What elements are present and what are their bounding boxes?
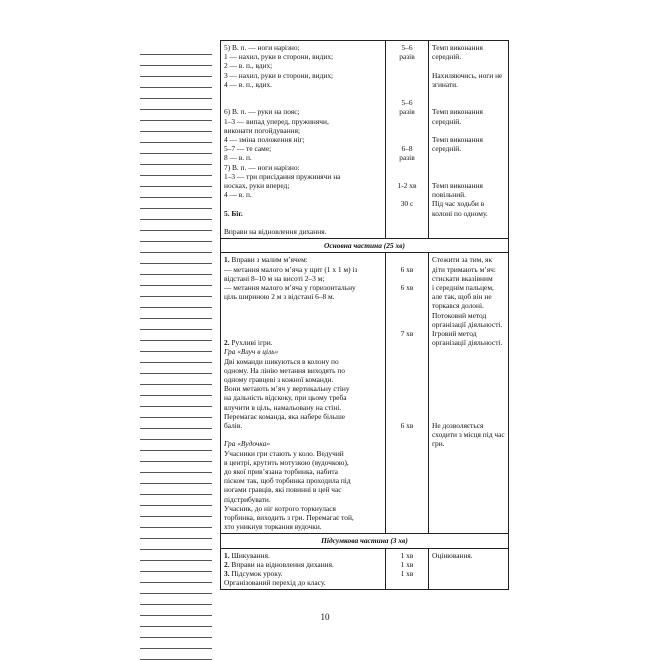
text-line: одному гравцеві з кожної команди. <box>224 375 334 385</box>
text-line: і середнім пальцем, <box>432 283 494 293</box>
text-line: середній. <box>432 144 462 154</box>
text-line: Гра «Влуч в ціль» <box>224 347 279 357</box>
text-line: середній. <box>432 52 462 62</box>
text-line: Ігровий метод <box>432 329 477 339</box>
text-line: Перемагає команда, яка набере більше <box>224 411 346 421</box>
text-line: разів <box>399 52 415 62</box>
spacer <box>389 255 425 264</box>
text-line: 7) В. п. — ноги нарізно: <box>224 162 300 172</box>
note-line <box>140 132 212 143</box>
text-line: Учасник, до ніг котрого торкнулася <box>224 503 336 513</box>
note-line <box>140 209 212 220</box>
text-line: Потоковий метод <box>432 310 487 320</box>
note-line <box>140 297 212 308</box>
text-line: 1 хв <box>400 550 414 560</box>
note-line <box>140 231 212 242</box>
spacer <box>224 320 382 338</box>
spacer <box>432 89 505 107</box>
text-line: влучити в ціль, намальовану на стіні. <box>224 402 342 412</box>
spacer <box>389 412 425 421</box>
spacer <box>432 384 505 402</box>
note-line <box>140 352 212 363</box>
page-number: 10 <box>320 612 330 622</box>
text-line: 5) В. п. — ноги нарізно; <box>224 43 300 52</box>
text-line: носках, руки вперед; <box>224 181 290 191</box>
warmup-exercises <box>221 41 386 239</box>
spacer <box>432 172 505 181</box>
note-line <box>140 88 212 99</box>
final-dosage <box>386 548 429 590</box>
note-line <box>140 55 212 66</box>
main-section-title: Основна частина (25 хв) <box>221 239 509 253</box>
spacer <box>224 218 382 227</box>
spacer <box>224 199 382 208</box>
text-line: торбинка, виходить з гри. Перемагає той, <box>224 513 354 523</box>
text-line: 2 — в. п., вдих; <box>224 61 273 71</box>
spacer <box>432 126 505 135</box>
note-line <box>140 319 212 330</box>
text-line: 1. Вправи з малим м’ячем: <box>224 255 308 265</box>
spacer <box>389 393 425 411</box>
text-line: але так, щоб він не <box>432 292 492 302</box>
text-line: Вправи на відновлення дихання. <box>224 227 327 237</box>
note-line <box>140 121 212 132</box>
note-line <box>140 539 212 550</box>
final-exercises <box>221 548 386 590</box>
text-line: Темп виконання <box>432 180 483 190</box>
note-line <box>140 286 212 297</box>
text-line: Організований перехід до класу. <box>224 578 326 588</box>
text-line: Дві команди шикуються в колону по <box>224 356 339 366</box>
text-line: ногами гравців, які повинні в цей час <box>224 485 342 495</box>
lesson-plan-table <box>220 40 509 590</box>
spacer <box>389 80 425 98</box>
warmup-row <box>221 41 509 239</box>
note-line <box>140 220 212 231</box>
text-line: в центрі, крутить мотузкою (вудочкою), <box>224 457 349 467</box>
note-line <box>140 176 212 187</box>
text-line: 2. Рухливі ігри. <box>224 338 273 348</box>
text-line: 6) В. п. — руки на пояс; <box>224 107 300 117</box>
spacer <box>224 89 382 107</box>
text-line: діти тримають м’яч: <box>432 264 496 274</box>
text-line: 3. Підсумок уроку. <box>224 569 283 579</box>
text-line: 1. Шикування. <box>224 550 270 560</box>
note-line <box>140 451 212 462</box>
spacer <box>389 274 425 283</box>
spacer <box>432 403 505 421</box>
note-line <box>140 363 212 374</box>
note-line <box>140 407 212 418</box>
note-line <box>140 198 212 209</box>
note-line <box>140 264 212 275</box>
text-line: 1 — нахил, руки в сторони, видих; <box>224 52 334 62</box>
spacer <box>389 61 425 79</box>
text-line: колоні по одному. <box>432 208 488 218</box>
text-line: 4 — в. п., вдих. <box>224 79 273 89</box>
text-line: 5–6 <box>401 98 413 108</box>
note-line <box>140 253 212 264</box>
spacer <box>389 357 425 375</box>
text-line: Темп виконання <box>432 43 483 52</box>
note-line <box>140 440 212 451</box>
spacer <box>389 375 425 393</box>
main-notes <box>429 253 509 534</box>
note-line <box>140 242 212 253</box>
note-line <box>140 462 212 473</box>
note-line <box>140 594 212 605</box>
text-line: організації діяльності. <box>432 338 503 348</box>
text-line: 1 хв <box>400 559 414 569</box>
note-line <box>140 517 212 528</box>
note-line <box>140 528 212 539</box>
note-line <box>140 374 212 385</box>
main-exercises <box>221 253 386 534</box>
text-line: Темп виконання <box>432 107 483 117</box>
spacer <box>389 338 425 356</box>
text-line: 1–3 — випад уперед, пружинячи, <box>224 116 329 126</box>
final-section-header-row <box>221 534 509 548</box>
margin-note-lines <box>140 44 212 660</box>
text-line: Учасники гри стають у коло. Ведучий <box>224 448 344 458</box>
spacer <box>432 366 505 384</box>
text-line: згинати. <box>432 79 458 89</box>
text-line: 1 хв <box>400 569 414 579</box>
note-line <box>140 44 212 55</box>
text-line: організації діяльності. <box>432 319 503 329</box>
text-line: разів <box>399 153 415 163</box>
main-row <box>221 253 509 534</box>
text-line: повільний. <box>432 190 466 200</box>
text-line: середній. <box>432 116 462 126</box>
text-line: підстрибувати. <box>224 494 271 504</box>
note-line <box>140 473 212 484</box>
text-line: торкався долоні. <box>432 301 484 311</box>
text-line: 6 хв <box>400 264 414 274</box>
spacer <box>389 311 425 329</box>
text-line: Не дозволяється <box>432 421 484 431</box>
final-notes <box>429 548 509 590</box>
spacer <box>432 61 505 70</box>
text-line: Темп виконання <box>432 134 483 144</box>
text-line: балів. <box>224 421 243 431</box>
note-line <box>140 418 212 429</box>
note-line <box>140 506 212 517</box>
note-line <box>140 187 212 198</box>
note-line <box>140 66 212 77</box>
warmup-notes <box>429 41 509 239</box>
text-line: Стежити за тим, як <box>432 255 493 265</box>
text-line: 30 с <box>400 199 414 209</box>
note-line <box>140 638 212 649</box>
text-line: гри. <box>432 439 445 449</box>
note-line <box>140 572 212 583</box>
text-line: хто уникнув торкання вудочки. <box>224 522 322 532</box>
text-line: Під час ходьби в <box>432 199 485 209</box>
note-line <box>140 649 212 660</box>
text-line: 5. Біг. <box>224 208 243 218</box>
text-line: Нахиляючись, ноги не <box>432 70 503 80</box>
text-line: 8 — в. п. <box>224 153 252 163</box>
warmup-dosage <box>386 41 429 239</box>
note-line <box>140 396 212 407</box>
text-line: піском так, щоб торбинка проходила під <box>224 476 351 486</box>
text-line: Вони метають м’яч у вертикальну стіну <box>224 384 350 394</box>
note-line <box>140 110 212 121</box>
text-line: 6 хв <box>400 283 414 292</box>
note-line <box>140 484 212 495</box>
text-line: на дальність відскоку, при цьому треба <box>224 393 347 403</box>
note-line <box>140 561 212 572</box>
final-row <box>221 548 509 590</box>
text-line: 6 хв <box>400 420 414 430</box>
text-line: 2. Вправи на відновлення дихання. <box>224 559 334 569</box>
text-line: сходити з місця під час <box>432 430 505 440</box>
text-line: 1-2 хв <box>397 180 417 190</box>
text-line: до якої прив’язана торбинка, набита <box>224 467 338 477</box>
note-line <box>140 330 212 341</box>
spacer <box>389 135 425 144</box>
text-line: 4 — зміна положення ніг; <box>224 135 305 145</box>
note-line <box>140 429 212 440</box>
spacer <box>389 117 425 135</box>
note-line <box>140 77 212 88</box>
text-line: 3 — нахил, руки в сторони, видих; <box>224 70 334 80</box>
note-line <box>140 99 212 110</box>
text-line: 6–8 <box>401 144 413 154</box>
note-line <box>140 154 212 165</box>
final-section-title: Підсумкова частина (3 хв) <box>221 534 509 548</box>
text-line: одному. На лінію метання виходять по <box>224 365 345 375</box>
text-line: ціль шириною 2 м з відстані 6–8 м. <box>224 292 335 302</box>
text-line: 5–7 — те саме; <box>224 144 272 154</box>
note-line <box>140 341 212 352</box>
main-dosage <box>386 253 429 534</box>
text-line: — метання малого м’яча у горизонтальну <box>224 283 356 293</box>
text-line: — метання малого м’яча у щит (1 х 1 м) із <box>224 264 358 274</box>
note-line <box>140 143 212 154</box>
spacer <box>432 153 505 171</box>
spacer <box>389 190 425 199</box>
text-line: відстані 8–10 м на висоті 2–3 м; <box>224 273 325 283</box>
note-line <box>140 627 212 638</box>
text-line: 4 — в. п. <box>224 190 252 200</box>
main-section-header-row <box>221 239 509 253</box>
spacer <box>389 292 425 310</box>
note-line <box>140 165 212 176</box>
text-line: 1–3 — три присідання пружинячи на <box>224 171 341 181</box>
note-line <box>140 275 212 286</box>
spacer <box>432 347 505 365</box>
spacer <box>389 163 425 181</box>
text-line: виконати погойдування; <box>224 125 301 135</box>
text-line: стискати вказівним <box>432 273 493 283</box>
note-line <box>140 308 212 319</box>
text-line: разів <box>399 107 415 117</box>
note-line <box>140 583 212 594</box>
text-line: 5–6 <box>401 43 413 52</box>
note-line <box>140 495 212 506</box>
text-line: 7 хв <box>400 328 414 338</box>
spacer <box>224 301 382 319</box>
note-line <box>140 385 212 396</box>
note-line <box>140 550 212 561</box>
text-line: Оцінювання. <box>432 550 473 560</box>
spacer <box>224 430 382 439</box>
text-line: Гра «Вудочка» <box>224 439 271 449</box>
